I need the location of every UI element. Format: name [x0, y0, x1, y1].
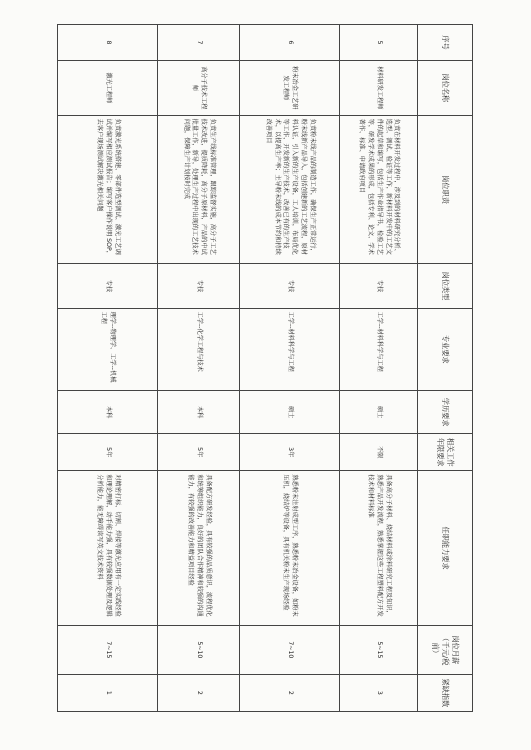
cell-duty: 负责激光系统搭建、零部件选型测试、激光工艺调试并编写相应测试报告；编写客户操作说明 SOP，去客户现场测试解决激光相关问题 [58, 115, 158, 264]
header-ability: 任职能力要求 [418, 471, 473, 626]
cell-salary: 7~15 [58, 625, 158, 674]
cell-work: 5年 [158, 434, 240, 471]
cell-degree: 硕士 [340, 391, 418, 434]
cell-major: 工学--材料科学与工程 [240, 308, 340, 391]
cell-work: 5年 [58, 434, 158, 471]
cell-salary: 7~10 [240, 625, 340, 674]
cell-name: 材料研发工程师 [340, 61, 418, 116]
cell-urgency: 2 [158, 674, 240, 711]
cell-degree: 本科 [158, 391, 240, 434]
cell-type: 专技 [240, 264, 340, 308]
cell-name: 激光工程师 [58, 61, 158, 116]
cell-type: 专技 [340, 264, 418, 308]
cell-work: 不限 [340, 434, 418, 471]
cell-urgency: 2 [240, 674, 340, 711]
cell-duty: 负责在材料开发过程中，涉及到的材料研究分析、选型、测试、验证等工作，新材料开发中的工艺文件的起草和编写，包括生产作业指导书，检验工艺等，研发学术成果的形成，包括专利、论文、学术著作、标准、申请政府项目 [340, 115, 418, 264]
cell-salary: 5~10 [158, 625, 240, 674]
cell-duty: 负责粉末线产品的制造工作，确保生产正常运行，粉末线新产品导入，包括创建新的工艺流程，原材料认证，引入新的生产设备，工人培训，布局优化等工作，开发新的生产技术，改善已有的生产技术，以提高生产率；主导粉末线的成本节约和持续改善项目 [240, 115, 340, 264]
cell-degree: 硕士 [240, 391, 340, 434]
header-urgency: 紧缺指数 [418, 674, 473, 711]
header-major: 专业要求 [418, 308, 473, 391]
cell-ability: 具备高分子材料、烧结材料或涂料研究工程及知识，熟悉产品开发流程，熟悉掌握这些工程塑料配方开发技术和材料标准 [340, 471, 418, 626]
cell-seq: 7 [158, 25, 240, 61]
header-salary: 岗位月薪（千元/税前） [418, 625, 473, 674]
cell-major: 工学--化学工程与技术 [158, 308, 240, 391]
header-work: 相关工作年限要求 [418, 434, 473, 471]
cell-urgency: 3 [340, 674, 418, 711]
table-header-row [418, 25, 473, 712]
table-row [158, 25, 240, 712]
cell-ability: 熟悉粉末注射成型工序，熟悉粉末冶金设备，如粉末压机，烧结炉等设备，具有机关粉末生产现场经验 [240, 471, 340, 626]
cell-degree: 本科 [58, 391, 158, 434]
job-requirements-table [57, 24, 473, 712]
cell-duty: 负责生产线标准管理，跟踪监督实施，高分子工艺技术改进，提质降耗，高分子原材料，产品的中试批量工作，新导，处理生产过程中出现的工艺技术问题，保障生产计划按时完成 [158, 115, 240, 264]
cell-major: 理学--物理学、工学--机械工程 [58, 308, 158, 391]
cell-salary: 5~15 [340, 625, 418, 674]
cell-major: 工学--材料科学与工程 [340, 308, 418, 391]
cell-type: 专技 [58, 264, 158, 308]
cell-work: 3年 [240, 434, 340, 471]
header-name: 岗位名称 [418, 61, 473, 116]
cell-name: 粉末冶金工艺研发工程师 [240, 61, 340, 116]
table-row [340, 25, 418, 712]
cell-ability: 具备配方研发经验，具有较强的品质意识，流程优化和统筹组织能力，良好的团队合作精神和较强的沟通能力，有较强的改善能力和精益项目经验 [158, 471, 240, 626]
cell-type: 专技 [158, 264, 240, 308]
cell-ability: 对精密打标、切割、焊接等激光应用有一定实践经验和理论理解，动手能力强，具有较强数据处理及逻辑分析能力，能无障碍读写英文技术资料 [58, 471, 158, 626]
cell-seq: 5 [340, 25, 418, 61]
header-type: 岗位类型 [418, 264, 473, 308]
cell-name: 高分子技术工程师 [158, 61, 240, 116]
cell-urgency: 1 [58, 674, 158, 711]
table-row [240, 25, 340, 712]
cell-seq: 6 [240, 25, 340, 61]
table-row [58, 25, 158, 712]
header-seq: 序号 [418, 25, 473, 61]
header-degree: 学历要求 [418, 391, 473, 434]
header-duty: 岗位职责 [418, 115, 473, 264]
cell-seq: 8 [58, 25, 158, 61]
